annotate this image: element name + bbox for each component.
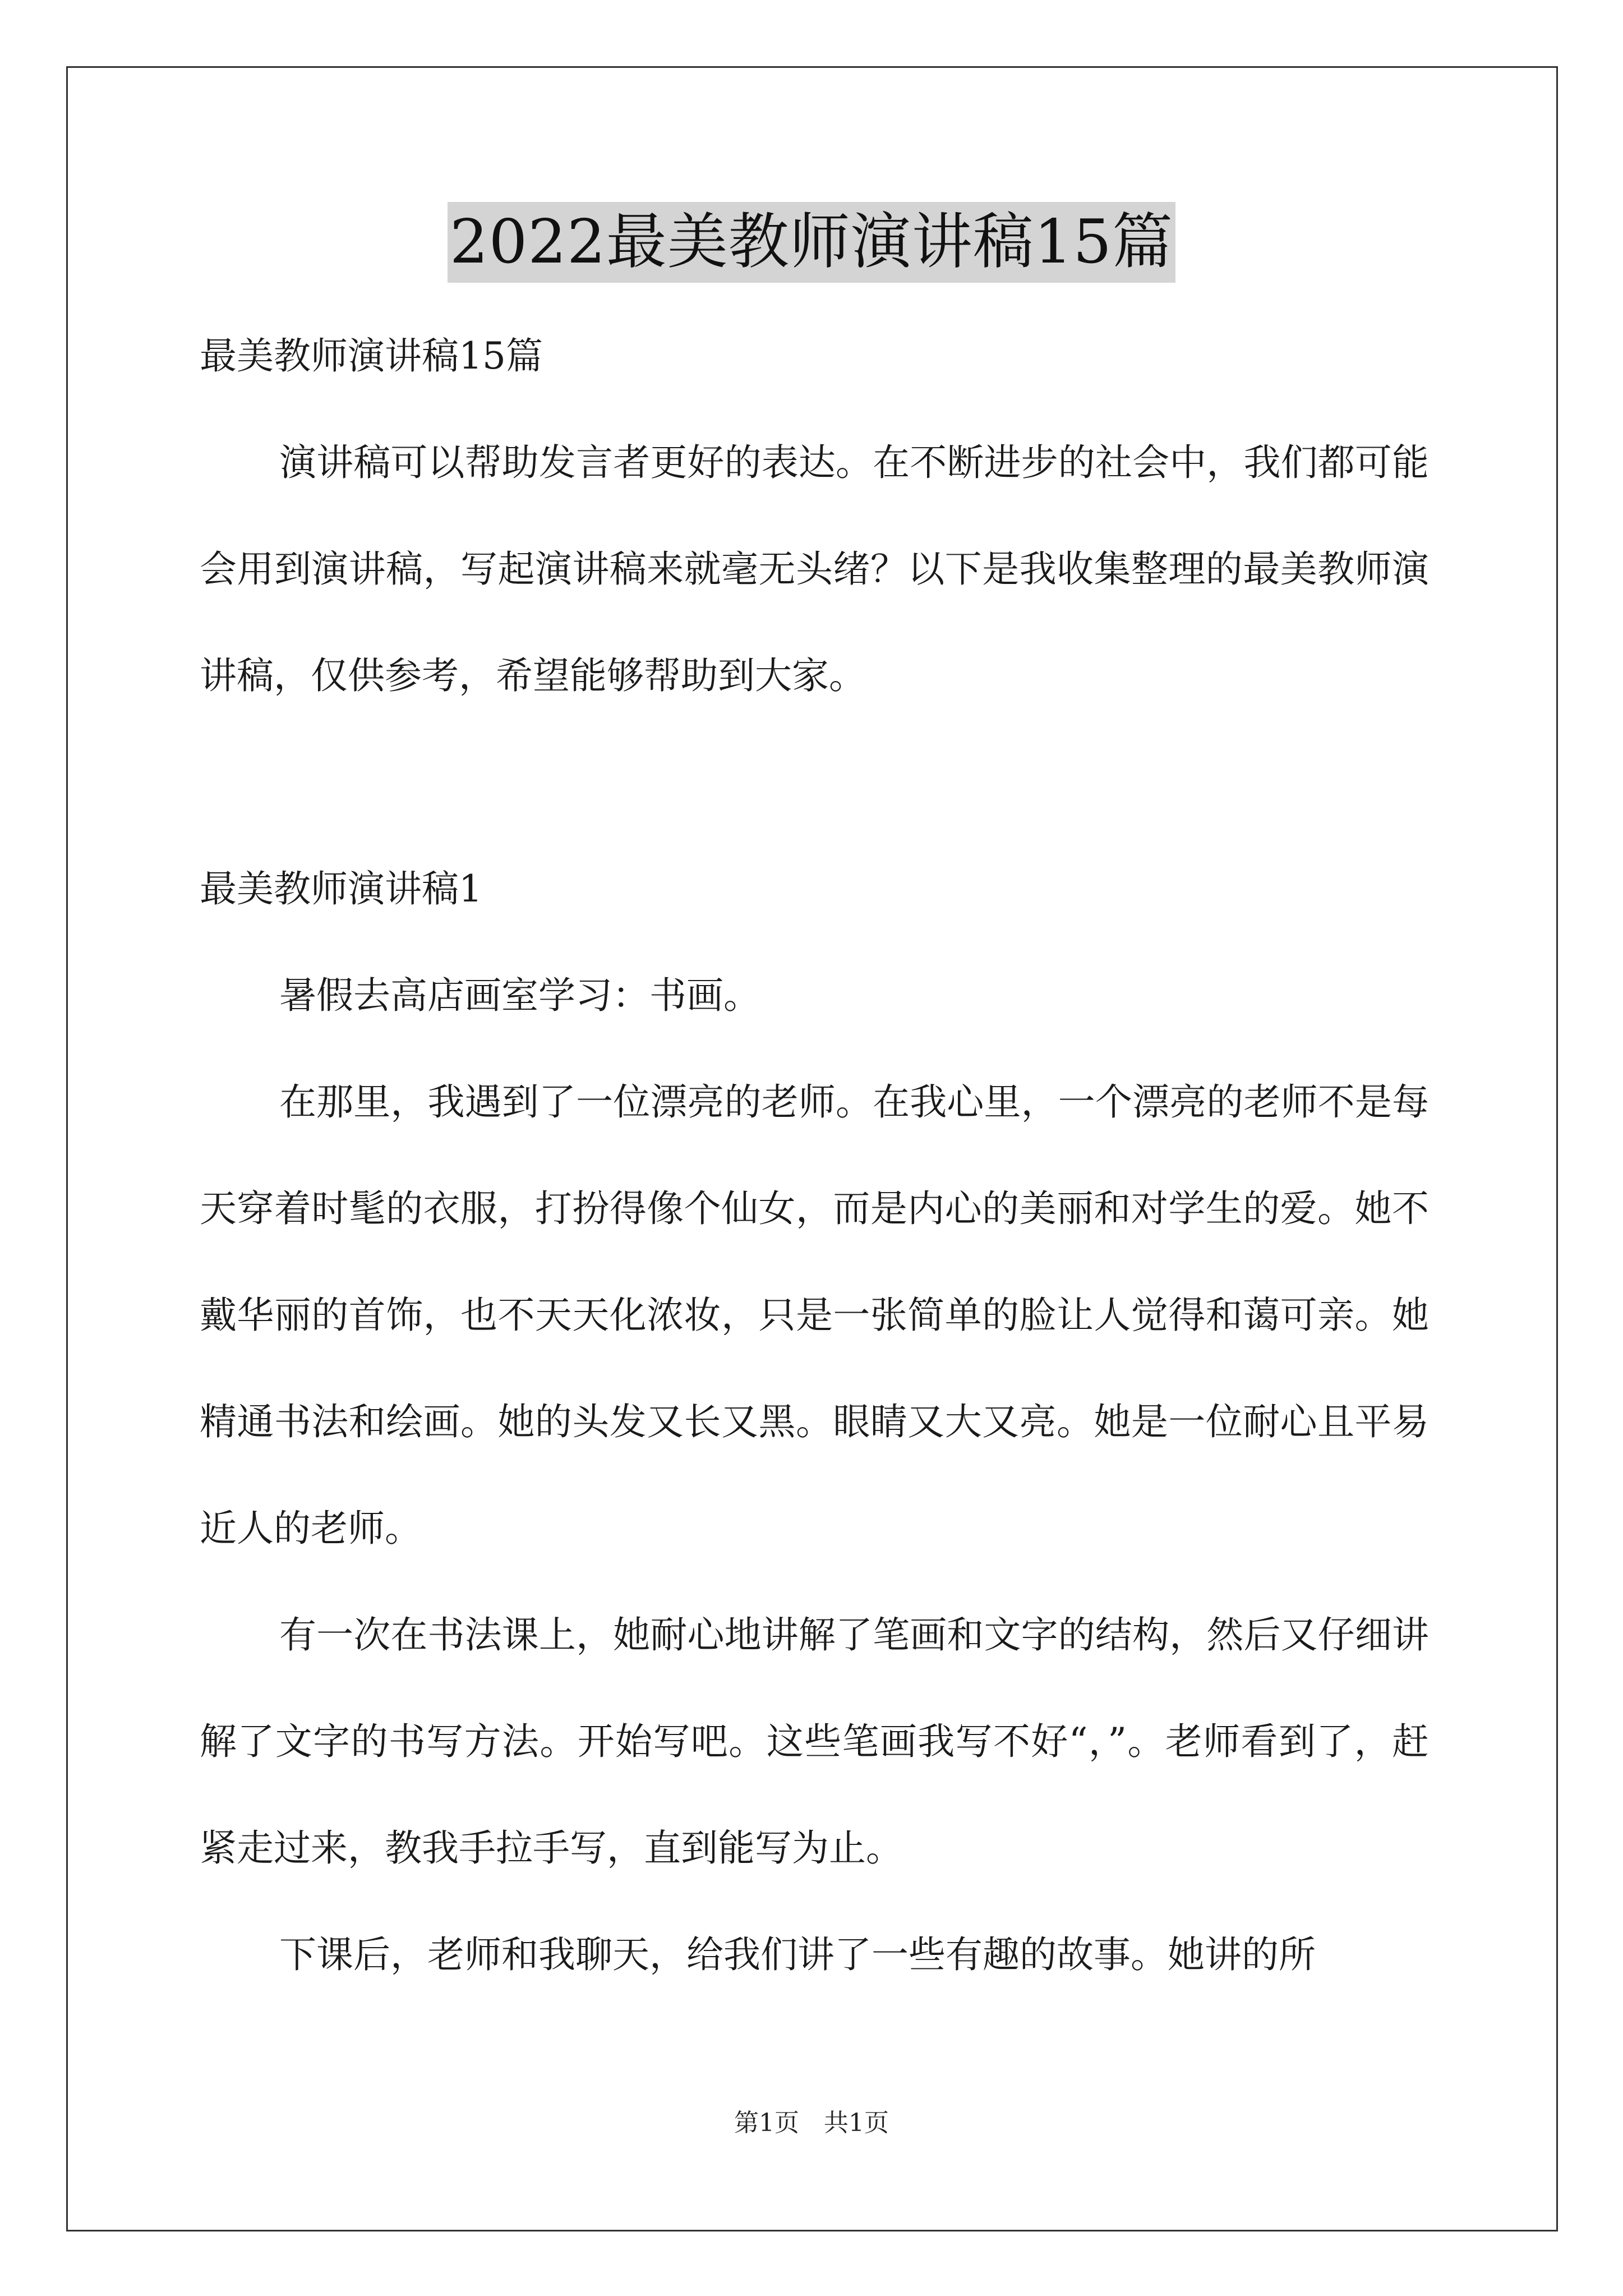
body-paragraph: 暑假去高店画室学习：书画。	[279, 974, 760, 1017]
body-paragraph: 在那里，我遇到了一位漂亮的老师。在我心里，一个漂亮的老师不是每天穿着时髦的衣服，打扮得像个仙女，而是内心的美丽和对学生的爱。她不戴华丽的首饰，也不天天化浓妆，只是一张简单的脸让人觉得和蔼可亲。她精通书法和绘画。她的头发又长又黑。眼睛又大又亮。她是一位耐心且平易近人的老师。	[200, 1080, 1429, 1550]
document-subtitle: 最美教师演讲稿15篇	[200, 334, 543, 378]
document-body	[200, 303, 1429, 2008]
section-spacer	[200, 729, 1429, 836]
page-footer: 第1页 共1页	[734, 2109, 889, 2137]
intro-paragraph: 演讲稿可以帮助发言者更好的表达。在不断进步的社会中，我们都可能会用到演讲稿，写起演讲稿来就毫无头绪？以下是我收集整理的最美教师演讲稿，仅供参考，希望能够帮助到大家。	[200, 441, 1429, 697]
title-container	[0, 202, 1623, 283]
body-paragraph: 有一次在书法课上，她耐心地讲解了笔画和文字的结构，然后又仔细讲解了文字的书写方法。开始写吧。这些笔画我写不好“，”。老师看到了，赶紧走过来，教我手拉手写，直到能写为止。	[200, 1613, 1429, 1870]
document-title: 2022最美教师演讲稿15篇	[448, 202, 1175, 283]
section-heading: 最美教师演讲稿1	[200, 867, 482, 910]
body-paragraph: 下课后，老师和我聊天，给我们讲了一些有趣的故事。她讲的所	[279, 1933, 1316, 1976]
